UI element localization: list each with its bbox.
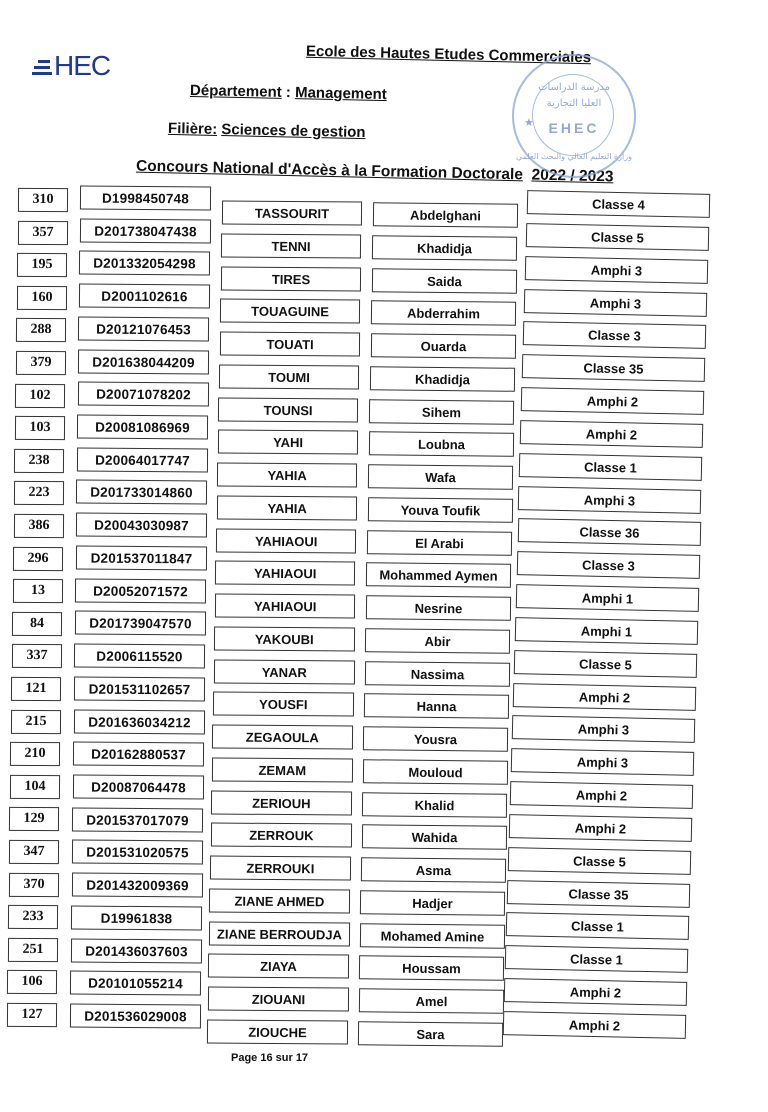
row-nom: ZERROUKI [210,856,351,881]
row-prenom: Hadjer [360,890,505,916]
row-code: D201636034212 [74,709,205,734]
row-salle: Classe 3 [516,551,699,579]
row-salle: Classe 1 [506,913,689,941]
row-code: D201738047438 [80,218,211,243]
row-code: D20064017747 [77,447,208,472]
row-salle: Amphi 2 [503,1011,686,1039]
row-nom: YAKOUBI [214,626,355,651]
row-salle: Amphi 2 [510,781,693,809]
page-footer: Page 16 sur 17 [231,1052,309,1064]
row-nom: YANAR [214,659,355,684]
row-salle: Classe 5 [526,223,709,251]
row-salle: Amphi 2 [504,978,687,1006]
row-code: D20162880537 [73,742,204,767]
row-nom: ZERIOUH [211,790,352,815]
row-number: 195 [17,253,67,277]
row-prenom: Saida [372,268,517,294]
row-code: D2001102616 [79,284,210,309]
row-code: D1998450748 [80,186,211,211]
row-salle: Classe 4 [527,190,710,218]
row-number: 127 [7,1003,57,1027]
row-prenom: Hanna [364,694,509,720]
row-salle: Amphi 2 [521,387,704,415]
row-prenom: Wahida [361,825,506,851]
row-prenom: Khadidja [370,366,515,392]
row-nom: TOUAGUINE [220,299,360,324]
row-salle: Amphi 3 [518,486,701,514]
row-number: 121 [11,677,61,701]
row-number: 337 [12,644,62,668]
row-prenom: Wafa [368,464,513,490]
row-number: 310 [18,188,68,212]
row-nom: YAHI [218,430,358,455]
row-number: 233 [8,905,58,929]
filiere-value: Sciences de gestion [221,121,366,142]
row-salle: Classe 35 [522,354,705,382]
row-code: D201436037603 [71,938,202,963]
row-code: D20081086969 [77,415,208,440]
stamp-arabic-bottom: وزارة التعليم العالي والبحث العلمي [516,152,632,161]
row-code: D201638044209 [78,349,209,374]
row-number: 386 [13,514,63,538]
row-code: D201537011847 [76,545,207,570]
row-number: 104 [10,775,60,799]
row-prenom: Mouloud [363,759,508,785]
row-salle: Amphi 1 [514,617,697,645]
row-code: D201739047570 [75,611,206,636]
row-code: D20043030987 [76,513,207,538]
row-number: 288 [16,318,66,342]
row-code: D201536029008 [70,1004,201,1029]
academic-years: 2022 / 2023 [531,166,614,186]
row-code: D20087064478 [73,774,204,799]
row-prenom: Nesrine [366,595,511,621]
row-nom: YAHIA [217,463,357,488]
row-nom: YAHIAOUI [216,528,357,553]
row-salle: Amphi 3 [512,716,695,744]
row-salle: Amphi 3 [524,289,707,317]
row-prenom: Sihem [369,399,514,425]
row-nom: ZEGAOULA [212,725,353,750]
department-label: Département [189,81,282,101]
row-number: 129 [9,807,59,831]
row-nom: YAHIAOUI [215,561,356,586]
row-prenom: Mohammed Aymen [366,563,511,589]
row-salle: Classe 1 [505,945,688,973]
row-code: D20121076453 [78,316,209,341]
row-prenom: Abderrahim [371,301,516,327]
row-number: 296 [13,546,63,570]
row-code: D201432009369 [72,873,203,898]
row-prenom: Youva Toufik [367,497,512,523]
row-number: 102 [15,383,65,407]
row-prenom: Sara [358,1021,503,1047]
row-nom: TASSOURIT [222,201,362,226]
row-code: D201733014860 [76,480,207,505]
row-code: D201531102657 [74,676,205,701]
row-salle: Amphi 2 [513,683,696,711]
row-number: 251 [8,938,58,962]
logo-text: HEC [54,50,111,81]
row-number: 13 [13,579,63,603]
row-nom: ZIOUANI [208,987,349,1012]
row-nom: ZERROUK [211,823,352,848]
row-number: 370 [8,872,58,896]
row-prenom: Houssam [359,956,504,982]
row-prenom: Yousra [363,726,508,752]
row-nom: ZIANE BERROUDJA [209,921,350,946]
row-number: 84 [12,612,62,636]
row-number: 210 [10,742,60,766]
row-code: D201537017079 [72,807,203,832]
row-nom: YAHIAOUI [215,594,356,619]
row-number: 106 [7,970,57,994]
row-code: D20101055214 [70,971,201,996]
row-prenom: Asma [361,857,506,883]
row-number: 223 [14,481,64,505]
row-prenom: Khadidja [372,235,517,261]
row-code: D20052071572 [75,578,206,603]
row-salle: Classe 1 [519,453,702,481]
department-separator: : [285,83,292,102]
row-nom: YAHIA [217,495,358,520]
row-number: 347 [9,840,59,864]
row-code: D201332054298 [79,251,210,276]
row-number: 379 [16,351,66,375]
row-number: 238 [14,449,64,473]
row-code: D2006115520 [74,644,205,669]
row-code: D19961838 [71,905,202,930]
row-salle: Classe 36 [517,518,700,546]
row-prenom: Loubna [369,432,514,458]
row-salle: Amphi 1 [515,584,698,612]
row-prenom: Mohamed Amine [360,923,505,949]
row-number: 215 [11,709,61,733]
stamp-arabic-top: مدرسة الدراسات [538,82,610,93]
row-nom: TOUATI [220,332,360,357]
school-name: Ecole des Hautes Etudes Commerciales [305,42,592,67]
row-nom: ZEMAM [212,757,353,782]
stamp-text: EHEC [548,120,600,136]
row-nom: TENNI [221,233,361,258]
row-prenom: El Arabi [367,530,512,556]
row-nom: TIRES [221,266,361,291]
row-code: D20071078202 [78,382,209,407]
stamp-star-icon: ★ [524,117,534,129]
row-salle: Amphi 2 [520,420,703,448]
row-salle: Amphi 2 [509,814,692,842]
row-prenom: Abir [365,628,510,654]
row-prenom: Amel [358,988,503,1014]
row-salle: Classe 35 [507,880,690,908]
row-prenom: Abdelghani [373,202,518,228]
stamp-arabic-mid: العليا التجارية [546,98,602,109]
row-number: 357 [17,220,67,244]
concours-text: Concours National d'Accès à la Formation Doctorale [135,157,524,184]
department-value: Management [294,84,387,104]
row-salle: Amphi 3 [511,748,694,776]
row-salle: Classe 5 [513,650,696,678]
row-salle: Amphi 3 [525,256,708,284]
row-number: 160 [17,286,67,310]
row-nom: YOUSFI [213,692,354,717]
row-nom: ZIAYA [208,954,349,979]
row-salle: Classe 5 [508,847,691,875]
row-nom: TOUNSI [218,397,358,422]
row-nom: TOUMI [219,364,359,389]
filiere-label: Filière: [167,119,218,138]
row-salle: Classe 3 [523,321,706,349]
row-code: D201531020575 [72,840,203,865]
row-nom: ZIOUCHE [207,1020,348,1045]
row-prenom: Nassima [364,661,509,687]
row-prenom: Khalid [362,792,507,818]
row-number: 103 [15,416,65,440]
row-nom: ZIANE AHMED [209,888,350,913]
row-prenom: Ouarda [370,333,515,359]
